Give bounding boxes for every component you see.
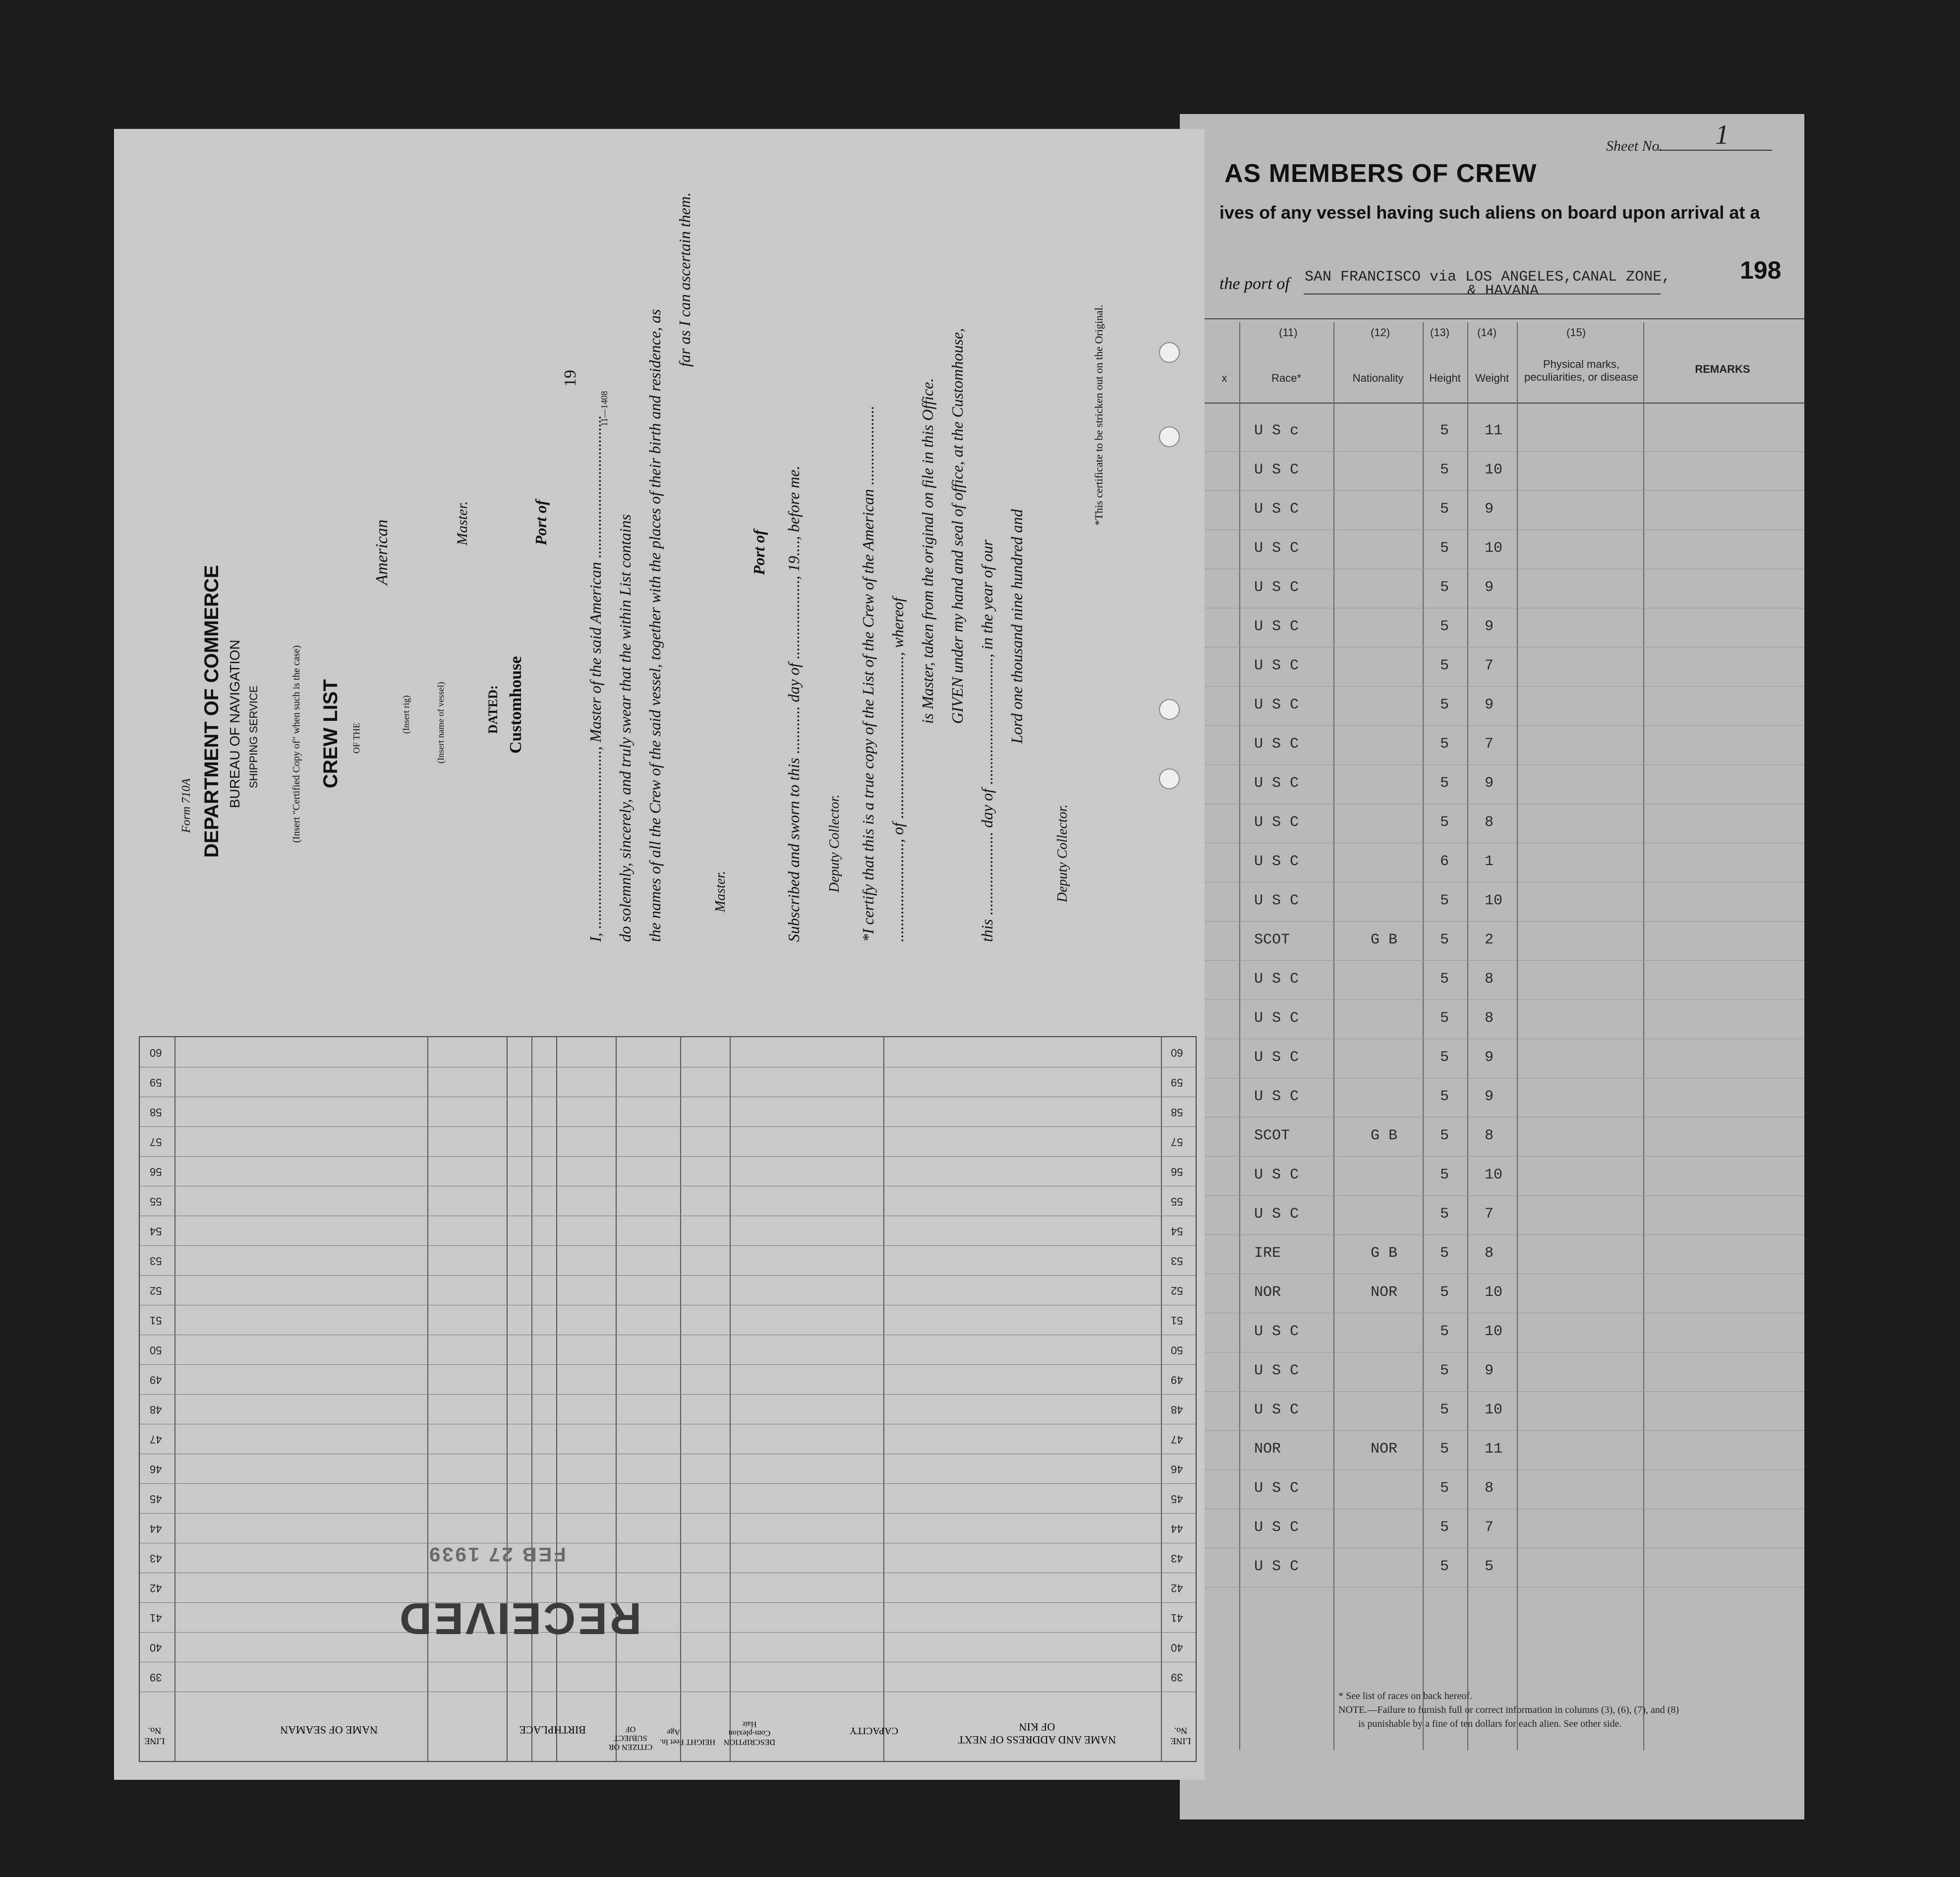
- cell-weight: 10: [1485, 1284, 1503, 1301]
- crew-row: [1180, 764, 1804, 804]
- line-number-right: 57: [1171, 1136, 1183, 1148]
- cell-height: 5: [1440, 501, 1449, 518]
- cell-weight: 8: [1485, 1480, 1494, 1497]
- cell-height: 5: [1440, 775, 1449, 792]
- port-of-oath: Port of: [750, 529, 768, 575]
- port-underline: [1304, 293, 1661, 294]
- bureau-name: BUREAU OF NAVIGATION: [227, 640, 242, 808]
- line-number-left: 51: [150, 1314, 162, 1327]
- cell-race: U S C: [1254, 814, 1299, 831]
- table-row: [140, 1037, 1196, 1067]
- cell-height: 5: [1440, 1245, 1449, 1262]
- cell-race: U S C: [1254, 736, 1299, 753]
- table-row: [140, 1513, 1196, 1543]
- th-birthplace: BIRTHPLACE: [519, 1724, 586, 1736]
- sheet-no-value: 1: [1715, 119, 1729, 150]
- th-description: DESCRIPTION Com-plexion Hair: [724, 1720, 776, 1746]
- oath-line-1: I, ............................................., Master of the said American ....................................: [586, 415, 604, 942]
- oath-line-3: the names of all the Crew of the said vessel, together with the places of their birth and residence, as: [646, 309, 664, 942]
- col-header-nationality: Nationality: [1352, 372, 1404, 384]
- crew-row: [1180, 803, 1804, 843]
- cell-race: U S C: [1254, 1323, 1299, 1340]
- page-number: 198: [1740, 256, 1782, 284]
- cell-weight: 11: [1485, 1441, 1503, 1458]
- cell-weight: 10: [1485, 1323, 1503, 1340]
- line-number-right: 50: [1171, 1344, 1183, 1356]
- table-row: [140, 1364, 1196, 1395]
- line-number-right: 51: [1171, 1314, 1183, 1327]
- line-number-left: 39: [150, 1671, 162, 1684]
- table-row: [140, 1067, 1196, 1097]
- col-header-height: Height: [1429, 372, 1461, 384]
- crew-list-heading: CREW LIST: [320, 679, 342, 788]
- cell-weight: 2: [1485, 932, 1494, 948]
- line-number-left: 59: [150, 1076, 162, 1089]
- cell-race: U S C: [1254, 579, 1299, 596]
- th-citizen: CITIZEN OR SUBJECT OF: [608, 1725, 653, 1751]
- crew-row: [1180, 607, 1804, 647]
- crew-row: [1180, 1273, 1804, 1313]
- cell-weight: 10: [1485, 540, 1503, 557]
- crew-table: [139, 1036, 1197, 1762]
- service-name: SHIPPING SERVICE: [247, 685, 260, 788]
- cell-race: U S C: [1254, 1167, 1299, 1183]
- deputy-collector-2: Deputy Collector.: [1055, 804, 1070, 902]
- cell-height: 5: [1440, 1441, 1449, 1458]
- cell-race: U S C: [1254, 1558, 1299, 1575]
- header-top-rule: [1180, 318, 1804, 319]
- cell-nationality: NOR: [1371, 1441, 1398, 1458]
- cell-weight: 10: [1485, 1167, 1503, 1183]
- cell-height: 5: [1440, 1206, 1449, 1223]
- col-header-weight: Weight: [1475, 372, 1509, 384]
- cell-race: U S C: [1254, 1206, 1299, 1223]
- cell-weight: 8: [1485, 814, 1494, 831]
- cell-race: U S C: [1254, 1049, 1299, 1066]
- cell-race: U S C: [1254, 501, 1299, 518]
- cell-weight: 7: [1485, 1519, 1494, 1536]
- cell-height: 5: [1440, 1402, 1449, 1418]
- manifest-title: AS MEMBERS OF CREW: [1224, 159, 1537, 188]
- crew-row: [1180, 1469, 1804, 1509]
- crew-row: [1180, 1508, 1804, 1548]
- insert-rig-note: (Insert rig): [401, 695, 411, 734]
- dated-label: DATED:: [486, 685, 500, 734]
- crew-row: [1180, 411, 1804, 452]
- cell-race: U S C: [1254, 462, 1299, 478]
- line-number-right: 55: [1171, 1195, 1183, 1208]
- table-row: [140, 1275, 1196, 1305]
- line-number-right: 40: [1171, 1642, 1183, 1654]
- line-number-left: 52: [150, 1285, 162, 1297]
- table-row: [140, 1305, 1196, 1335]
- col-number-15: (15): [1566, 326, 1586, 339]
- line-number-left: 44: [150, 1523, 162, 1535]
- cell-race: U S C: [1254, 1402, 1299, 1418]
- certify-line-2: ........................., of ........................................., whereof: [889, 597, 907, 942]
- col-number-12: (12): [1371, 326, 1390, 339]
- master-label: Master.: [454, 501, 470, 545]
- cell-height: 5: [1440, 657, 1449, 674]
- year-label: 19: [561, 370, 579, 387]
- th-name-of-seaman: NAME OF SEAMAN: [280, 1724, 378, 1736]
- manifest-sheet: [1180, 114, 1804, 1819]
- cell-weight: 5: [1485, 1558, 1494, 1575]
- oath-line-2: do solemnly, sincerely, and truly swear that the within List contains: [616, 514, 634, 942]
- th-line-no: LINE No.: [144, 1726, 165, 1746]
- table-row: [140, 1216, 1196, 1246]
- certified-copy-note: (Insert "Certified Copy of" when such is the case): [291, 645, 302, 843]
- american-label: American: [373, 519, 391, 585]
- line-number-right: 48: [1171, 1404, 1183, 1416]
- table-row: [140, 1335, 1196, 1365]
- cell-height: 5: [1440, 540, 1449, 557]
- certify-line-1: *I certify that this is a true copy of the List of the Crew of the American ....................: [859, 406, 877, 942]
- cell-race: U S C: [1254, 1010, 1299, 1027]
- cell-weight: 10: [1485, 892, 1503, 909]
- oath-panel: [511, 129, 1205, 1021]
- line-number-left: 48: [150, 1404, 162, 1416]
- cell-height: 5: [1440, 462, 1449, 478]
- deputy-collector-1: Deputy Collector.: [827, 794, 842, 892]
- footnote-penalty: NOTE.—Failure to furnish full or correct information in columns (3), (6), (7), and (8): [1338, 1704, 1679, 1715]
- cell-weight: 10: [1485, 1402, 1503, 1418]
- line-number-left: 56: [150, 1166, 162, 1178]
- cell-race: U S C: [1254, 1362, 1299, 1379]
- cell-weight: 10: [1485, 462, 1503, 478]
- cell-race: U S C: [1254, 540, 1299, 557]
- table-row: [140, 1632, 1196, 1662]
- cell-height: 5: [1440, 1519, 1449, 1536]
- cell-height: 5: [1440, 618, 1449, 635]
- cell-weight: 8: [1485, 971, 1494, 988]
- crew-row: [1180, 1116, 1804, 1157]
- line-number-right: 49: [1171, 1374, 1183, 1386]
- port-value-continued: & HAVANA: [1467, 283, 1539, 299]
- cell-height: 5: [1440, 1284, 1449, 1301]
- line-number-left: 49: [150, 1374, 162, 1386]
- crew-row: [1180, 999, 1804, 1039]
- cell-height: 5: [1440, 892, 1449, 909]
- received-stamp-date: FEB 27 1939: [427, 1543, 566, 1565]
- sheet-no-label: Sheet No.: [1606, 138, 1663, 154]
- port-value: SAN FRANCISCO via LOS ANGELES,CANAL ZONE,: [1305, 269, 1671, 286]
- cell-height: 5: [1440, 1480, 1449, 1497]
- col-header-remarks: REMARKS: [1695, 363, 1750, 375]
- line-number-left: 60: [150, 1047, 162, 1059]
- form-code: 11—1408: [599, 391, 609, 426]
- crew-row: [1180, 960, 1804, 1000]
- cell-race: U S C: [1254, 1480, 1299, 1497]
- crew-row: [1180, 1234, 1804, 1274]
- footnote-penalty-continued: is punishable by a fine of ten dollars for each alien. See other side.: [1358, 1718, 1622, 1729]
- line-number-right: 47: [1171, 1433, 1183, 1446]
- line-number-right: 52: [1171, 1285, 1183, 1297]
- port-of-label: Port of: [532, 500, 550, 545]
- table-row: [140, 1543, 1196, 1573]
- crew-row: [1180, 921, 1804, 961]
- crew-row: [1180, 1547, 1804, 1587]
- cell-height: 5: [1440, 1049, 1449, 1066]
- crew-row: [1180, 1312, 1804, 1352]
- customhouse-label: Customhouse: [507, 656, 525, 754]
- crew-row: [1180, 1391, 1804, 1431]
- line-number-left: 47: [150, 1433, 162, 1446]
- line-number-left: 54: [150, 1225, 162, 1237]
- col-number-14: (14): [1477, 326, 1497, 339]
- cell-race: SCOT: [1254, 932, 1290, 948]
- cell-height: 5: [1440, 579, 1449, 596]
- line-number-left: 53: [150, 1255, 162, 1267]
- table-row: [140, 1156, 1196, 1186]
- cell-height: 5: [1440, 971, 1449, 988]
- crew-row: [1180, 1038, 1804, 1078]
- line-number-right: 39: [1171, 1671, 1183, 1684]
- line-number-right: 54: [1171, 1225, 1183, 1237]
- cell-weight: 8: [1485, 1010, 1494, 1027]
- strike-out-note: *This certificate to be stricken out on the Original.: [1093, 304, 1105, 526]
- department-name: DEPARTMENT OF COMMERCE: [201, 565, 223, 858]
- cell-race: U S C: [1254, 1519, 1299, 1536]
- line-number-left: 46: [150, 1463, 162, 1475]
- crew-row: [1180, 451, 1804, 491]
- th-age: Age: [667, 1728, 680, 1736]
- cell-weight: 8: [1485, 1127, 1494, 1144]
- certify-line-5: this ..................... day of ................................, in the year of our: [978, 539, 996, 942]
- line-number-left: 57: [150, 1136, 162, 1148]
- cell-height: 6: [1440, 853, 1449, 870]
- crew-row: [1180, 725, 1804, 765]
- col-header-race: Race*: [1271, 372, 1301, 384]
- crew-row: [1180, 529, 1804, 569]
- table-row: [140, 1573, 1196, 1603]
- certificate-rotated: [114, 129, 1205, 1021]
- manifest-subtitle: ives of any vessel having such aliens on board upon arrival at a: [1219, 202, 1760, 223]
- cell-race: SCOT: [1254, 1127, 1290, 1144]
- crew-row: [1180, 1077, 1804, 1117]
- cell-weight: 8: [1485, 1245, 1494, 1262]
- cell-height: 5: [1440, 1362, 1449, 1379]
- port-label: the port of: [1219, 275, 1290, 293]
- cell-nationality: G B: [1371, 1127, 1398, 1144]
- cell-race: U S C: [1254, 1088, 1299, 1105]
- table-row: [140, 1483, 1196, 1514]
- master-signature: Master.: [713, 871, 728, 912]
- table-row: [140, 1097, 1196, 1127]
- cell-height: 5: [1440, 422, 1449, 439]
- crew-list-certificate: [114, 129, 1205, 1780]
- col-number-13: (13): [1430, 326, 1450, 339]
- oath-line-4: far as I can ascertain them.: [676, 192, 693, 367]
- certify-line-4: GIVEN under my hand and seal of office, at the Customhouse,: [948, 328, 966, 724]
- cell-height: 5: [1440, 1127, 1449, 1144]
- line-number-right: 45: [1171, 1493, 1183, 1505]
- cell-weight: 9: [1485, 1049, 1494, 1066]
- cell-weight: 7: [1485, 736, 1494, 753]
- table-row: [140, 1245, 1196, 1276]
- header-bottom-rule: [1180, 403, 1804, 404]
- line-number-left: 41: [150, 1612, 162, 1624]
- crew-row: [1180, 881, 1804, 922]
- crew-row: [1180, 1351, 1804, 1392]
- cell-race: U S c: [1254, 422, 1299, 439]
- received-stamp: RECEIVED: [398, 1593, 642, 1643]
- line-number-right: 56: [1171, 1166, 1183, 1178]
- cell-height: 5: [1440, 697, 1449, 713]
- table-row: [140, 1662, 1196, 1692]
- footnote-races: * See list of races on back hereof.: [1338, 1691, 1472, 1701]
- line-number-right: 41: [1171, 1612, 1183, 1624]
- cell-height: 5: [1440, 1558, 1449, 1575]
- cell-weight: 9: [1485, 501, 1494, 518]
- cell-height: 5: [1440, 1167, 1449, 1183]
- crew-row: [1180, 568, 1804, 608]
- crew-row: [1180, 1156, 1804, 1196]
- cell-weight: 9: [1485, 1362, 1494, 1379]
- cell-nationality: NOR: [1371, 1284, 1398, 1301]
- cell-weight: 9: [1485, 579, 1494, 596]
- line-number-right: 59: [1171, 1076, 1183, 1089]
- cell-race: U S C: [1254, 971, 1299, 988]
- insert-vessel-note: (Insert name of vessel): [436, 682, 446, 763]
- cell-weight: 7: [1485, 657, 1494, 674]
- cell-weight: 9: [1485, 697, 1494, 713]
- cell-height: 5: [1440, 1088, 1449, 1105]
- cell-weight: 1: [1485, 853, 1494, 870]
- line-number-right: 58: [1171, 1106, 1183, 1118]
- cell-height: 5: [1440, 932, 1449, 948]
- cell-weight: 7: [1485, 1206, 1494, 1223]
- cell-race: U S C: [1254, 618, 1299, 635]
- cell-weight: 9: [1485, 618, 1494, 635]
- line-number-left: 58: [150, 1106, 162, 1118]
- line-number-left: 50: [150, 1344, 162, 1356]
- cell-height: 5: [1440, 736, 1449, 753]
- line-number-left: 55: [150, 1195, 162, 1208]
- col-header-physical-marks: Physical marks, peculiarities, or disease: [1524, 358, 1638, 383]
- line-number-left: 43: [150, 1552, 162, 1565]
- subscribed-line: Subscribed and sworn to this ............ day of ...................., 19...., before me.: [785, 466, 803, 942]
- table-row: [140, 1394, 1196, 1424]
- line-number-right: 44: [1171, 1523, 1183, 1535]
- crew-row: [1180, 842, 1804, 882]
- cell-race: U S C: [1254, 892, 1299, 909]
- line-number-right: 46: [1171, 1463, 1183, 1475]
- line-number-right: 42: [1171, 1582, 1183, 1594]
- th-capacity: CAPACITY: [849, 1725, 898, 1736]
- col-number-11: (11): [1279, 326, 1298, 339]
- crew-row: [1180, 1195, 1804, 1235]
- table-row: [140, 1602, 1196, 1633]
- cell-weight: 9: [1485, 1088, 1494, 1105]
- th-next-of-kin: NAME AND ADDRESS OF NEXT OF KIN: [958, 1721, 1116, 1746]
- form-number: Form 710A: [180, 778, 193, 833]
- cell-weight: 11: [1485, 422, 1503, 439]
- line-number-left: 42: [150, 1582, 162, 1594]
- certify-line-6: Lord one thousand nine hundred and: [1008, 509, 1026, 744]
- line-number-left: 45: [150, 1493, 162, 1505]
- crew-row: [1180, 686, 1804, 726]
- th-height: HEIGHT Feet In.: [659, 1738, 716, 1746]
- table-row: [140, 1424, 1196, 1454]
- cell-race: U S C: [1254, 853, 1299, 870]
- crew-row: [1180, 1430, 1804, 1470]
- line-number-right: 53: [1171, 1255, 1183, 1267]
- cell-race: IRE: [1254, 1245, 1281, 1262]
- line-number-left: 40: [150, 1642, 162, 1654]
- crew-row: [1180, 490, 1804, 530]
- cell-height: 5: [1440, 1010, 1449, 1027]
- cell-race: U S C: [1254, 657, 1299, 674]
- cell-height: 5: [1440, 1323, 1449, 1340]
- cell-race: U S C: [1254, 775, 1299, 792]
- cell-height: 5: [1440, 814, 1449, 831]
- cell-nationality: G B: [1371, 932, 1398, 948]
- col-header-sex: x: [1221, 372, 1227, 384]
- table-row: [140, 1186, 1196, 1216]
- line-number-right: 60: [1171, 1047, 1183, 1059]
- of-the-label: OF THE: [351, 722, 361, 754]
- th-line-no-right: LINE No.: [1170, 1726, 1191, 1746]
- cell-race: U S C: [1254, 697, 1299, 713]
- cell-race: NOR: [1254, 1284, 1281, 1301]
- cell-weight: 9: [1485, 775, 1494, 792]
- table-header-rotated: [140, 1697, 1196, 1761]
- table-row: [140, 1454, 1196, 1484]
- crew-row: [1180, 646, 1804, 687]
- table-row: [140, 1126, 1196, 1157]
- certify-line-3: is Master, taken from the original on file in this Office.: [919, 378, 936, 724]
- cell-race: NOR: [1254, 1441, 1281, 1458]
- cell-nationality: G B: [1371, 1245, 1398, 1262]
- line-number-right: 43: [1171, 1552, 1183, 1565]
